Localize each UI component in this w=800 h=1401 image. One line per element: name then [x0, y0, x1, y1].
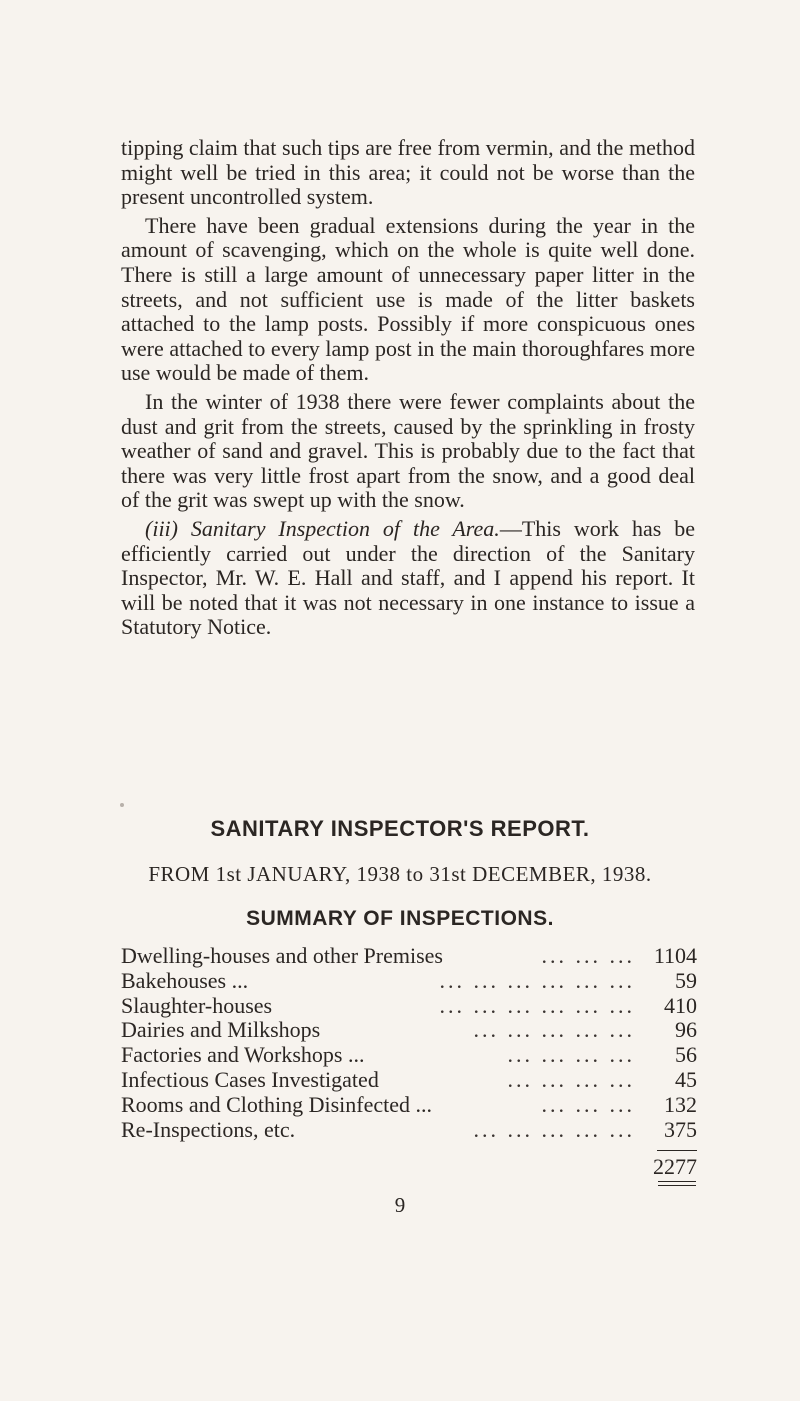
paragraph-scavenging: There have been gradual extensions during the year in the amount of scavenging, which on the whole is quite well done. There is still a large amount of unnecessary paper litter in the streets, and not sufficient use is made of the litter baskets attached to the lamp posts. Possibly if more conspicuous ones were attached to every lamp post in the main thoroughfares more use would be made of them. [121, 212, 695, 386]
leader-dots: ... ... ... ... ... ... [439, 967, 635, 993]
summary-row [121, 1043, 697, 1068]
leader-dots: ... ... ... [541, 943, 635, 968]
row-value: 410 [664, 992, 697, 1018]
body-text [121, 136, 695, 644]
row-value: 132 [664, 1091, 697, 1117]
paragraph-sanitary-inspection [121, 517, 695, 640]
row-value: 375 [664, 1116, 697, 1142]
row-label: Bakehouses ... [121, 967, 249, 993]
summary-table [121, 944, 697, 1142]
report-title: SANITARY INSPECTOR'S REPORT. [210, 816, 590, 841]
summary-row [121, 969, 697, 994]
summary-row [121, 1118, 697, 1143]
total-double-rule [658, 1181, 696, 1186]
summary-row [121, 994, 697, 1019]
total-rule [657, 1150, 697, 1151]
leader-dots: ... ... ... ... ... [473, 1116, 635, 1142]
row-value: 1104 [653, 943, 697, 968]
section-heading-inline: (iii) Sanitary Inspection of the Area. [145, 515, 500, 541]
leader-dots: ... ... ... ... ... [473, 1017, 635, 1043]
row-label: Infectious Cases Investigated [121, 1066, 379, 1092]
row-value: 59 [675, 967, 697, 993]
leader-dots: ... ... ... [541, 1091, 635, 1117]
summary-row [121, 1018, 697, 1043]
row-label: Rooms and Clothing Disinfected ... [121, 1091, 433, 1117]
summary-row [121, 1068, 697, 1093]
summary-total: 2277 [653, 1154, 697, 1179]
summary-title: SUMMARY OF INSPECTIONS. [246, 907, 554, 930]
print-speck [120, 803, 124, 807]
summary-row [121, 1093, 697, 1118]
row-value: 96 [675, 1017, 697, 1043]
leader-dots: ... ... ... ... [507, 1042, 635, 1068]
row-label: Dairies and Milkshops [121, 1017, 321, 1043]
leader-dots: ... ... ... ... [507, 1066, 635, 1092]
row-label: Factories and Workshops ... [121, 1042, 365, 1068]
section-text: —This work has be efficiently carried out under the direction of the Sanitary Inspector, Mr. W. E. Hall and staff, and I append his report. It will be noted that it was not necessary in one instance to issue a Statutory Notice. [121, 515, 695, 640]
row-value: 45 [675, 1066, 697, 1092]
row-value: 56 [675, 1042, 697, 1068]
summary-row [121, 944, 697, 969]
row-label: Re-Inspections, etc. [121, 1116, 296, 1142]
paragraph-dust-grit: In the winter of 1938 there were fewer complaints about the dust and grit from the streets, caused by the sprinkling in frosty weather of sand and gravel. This is probably due to the fact that there was very little frost apart from the snow, and a good deal of the grit was swept up with the snow. [121, 388, 695, 513]
leader-dots: ... ... ... ... ... ... [439, 992, 635, 1018]
paragraph-tipping: tipping claim that such tips are free from vermin, and the method might well be tried in this area; it could not be worse than the present uncontrolled system. [121, 135, 695, 210]
row-label: Dwelling-houses and other Premises [121, 943, 443, 968]
row-label: Slaughter-houses [121, 992, 273, 1018]
report-period: FROM 1st JANUARY, 1938 to 31st DECEMBER, 1938. [148, 862, 652, 886]
page-number: 9 [394, 1193, 406, 1217]
